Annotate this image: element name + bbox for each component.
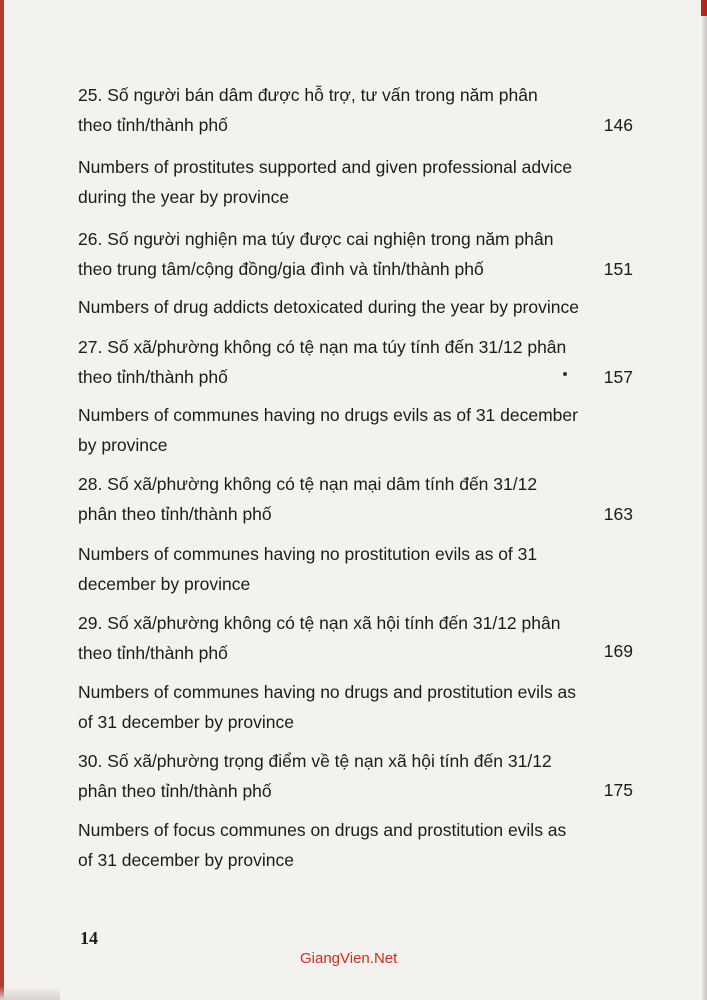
book-spine-edge	[0, 0, 4, 1000]
toc-entry-vi-title: 30. Số xã/phường trọng điểm về tệ nạn xã hội tính đến 31/12 phân theo tỉnh/thành phố	[78, 751, 552, 801]
toc-entry-en-title: Numbers of prostitutes supported and given professional advice during the year by province	[78, 157, 573, 207]
page-edge-tab	[701, 0, 707, 16]
page-number: 14	[80, 928, 98, 948]
toc-entry-29	[78, 608, 638, 668]
toc-entry-en-title: Numbers of communes having no drugs evils as of 31 december by province	[78, 405, 578, 455]
toc-entry-page-number: 151	[603, 259, 633, 279]
toc-entry-page-number: 163	[603, 504, 633, 524]
toc-entry-en-title: Numbers of drug addicts detoxicated during the year by province	[78, 297, 579, 317]
toc-entry-vi-title: 27. Số xã/phường không có tệ nạn ma túy tính đến 31/12 phân theo tỉnh/thành phố	[78, 337, 567, 387]
toc-entry-page-number: 169	[603, 641, 633, 661]
toc-entry-page-number: 175	[603, 780, 633, 800]
toc-entry-30	[78, 746, 638, 806]
toc-entry-27	[78, 332, 638, 392]
ink-dot	[563, 372, 567, 376]
toc-entry-25	[78, 80, 638, 140]
toc-entry-28	[78, 469, 638, 529]
page-corner-shadow	[0, 986, 60, 1000]
toc-entry-vi-title: 28. Số xã/phường không có tệ nạn mại dâm tính đến 31/12 phân theo tỉnh/thành phố	[78, 474, 538, 524]
toc-entry-vi-title: 26. Số người nghiện ma túy được cai nghiện trong năm phân theo trung tâm/cộng đồng/gia đình và tỉnh/thành phố	[78, 229, 554, 279]
watermark-link[interactable]: GiangVien.Net	[300, 950, 398, 967]
toc-entry-page-number: 157	[603, 367, 633, 387]
toc-entry-26	[78, 224, 638, 284]
toc-entry-en-title: Numbers of communes having no drugs and prostitution evils as of 31 december by province	[78, 682, 577, 732]
toc-entry-page-number: 146	[603, 115, 633, 135]
page-edge-shadow	[702, 0, 707, 1000]
toc-entry-vi-title: 29. Số xã/phường không có tệ nạn xã hội tính đến 31/12 phân theo tỉnh/thành phố	[78, 613, 561, 663]
toc-entry-vi-title: 25. Số người bán dâm được hỗ trợ, tư vấn trong năm phân theo tỉnh/thành phố	[78, 85, 538, 135]
toc-entry-en-title: Numbers of communes having no prostitution evils as of 31 december by province	[78, 544, 538, 594]
toc-entry-en-title: Numbers of focus communes on drugs and prostitution evils as of 31 december by province	[78, 820, 567, 870]
